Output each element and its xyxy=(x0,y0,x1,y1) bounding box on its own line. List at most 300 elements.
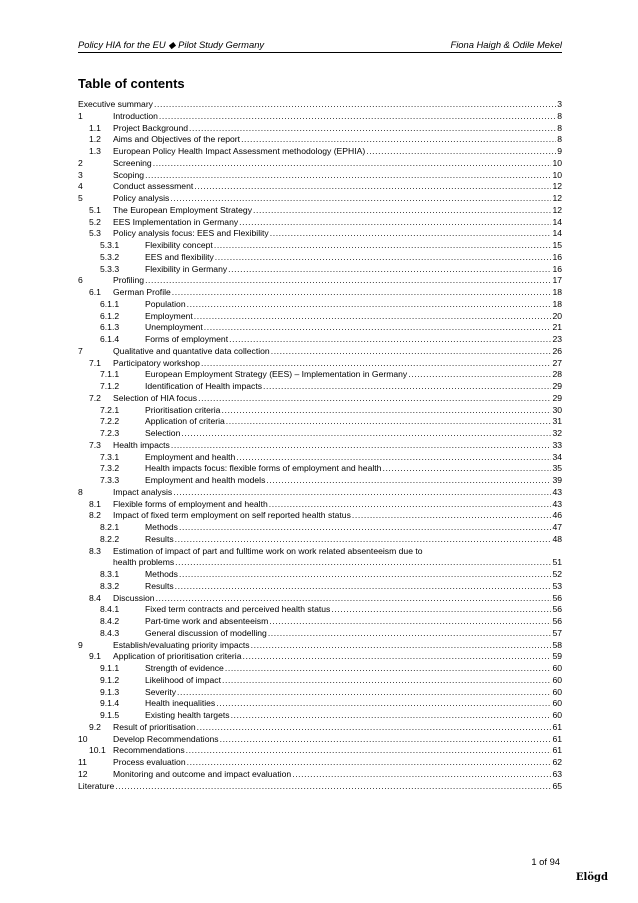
toc-entry-title: Methods xyxy=(145,522,178,532)
toc-entry-page: 20 xyxy=(552,310,562,321)
toc-dot-leader xyxy=(145,275,551,287)
toc-entry[interactable] xyxy=(78,463,562,475)
toc-dot-leader xyxy=(172,287,552,299)
toc-entry[interactable] xyxy=(78,734,562,746)
toc-entry-body xyxy=(145,405,562,417)
toc-entry-number: 6.1.1 xyxy=(100,298,120,309)
toc-entry-page: 48 xyxy=(552,533,562,544)
toc-entry-title: Policy analysis xyxy=(113,193,170,203)
toc-entry-number: 5.3.2 xyxy=(100,251,120,262)
toc-entry[interactable] xyxy=(78,205,562,217)
toc-entry-page: 46 xyxy=(552,510,562,521)
toc-entry[interactable] xyxy=(78,487,562,499)
toc-entry-title: EES Implementation in Germany xyxy=(113,216,239,227)
toc-dot-leader xyxy=(204,322,552,334)
toc-dot-leader xyxy=(194,311,552,323)
toc-entry-number: 6.1.3 xyxy=(100,322,120,333)
toc-entry-page: 12 xyxy=(552,193,562,203)
toc-entry-body xyxy=(113,358,562,370)
toc-entry-number: 9.1.5 xyxy=(100,710,120,720)
toc-entry[interactable] xyxy=(78,769,562,781)
toc-entry-body xyxy=(113,170,562,182)
toc-entry-body xyxy=(145,710,562,722)
toc-entry[interactable] xyxy=(78,510,562,522)
toc-entry-title: Forms of employment xyxy=(145,334,229,344)
toc-entry-number: 1.3 xyxy=(89,146,101,156)
toc-entry-number: 5 xyxy=(78,193,83,203)
toc-dot-leader xyxy=(331,604,551,616)
toc-entry-body xyxy=(113,593,562,605)
toc-entry-page: 12 xyxy=(552,204,562,215)
toc-entry[interactable] xyxy=(78,581,562,593)
toc-entry-body xyxy=(145,264,562,276)
toc-entry-title: Aims and Objectives of the report xyxy=(113,134,241,145)
toc-entry-page: 26 xyxy=(552,345,562,356)
toc-dot-leader xyxy=(189,123,556,135)
toc-entry-title: Employment xyxy=(145,310,193,321)
toc-entry-number: 5.3 xyxy=(89,228,101,239)
toc-entry-page: 60 xyxy=(552,710,562,720)
toc-entry[interactable] xyxy=(78,757,562,769)
toc-entry-body xyxy=(145,687,562,699)
toc-entry-page: 52 xyxy=(552,569,562,579)
toc-entry-title: Health impacts xyxy=(113,439,170,450)
toc-entry[interactable] xyxy=(78,499,562,511)
toc-entry-title: Impact of fixed term employment on self reported health status xyxy=(113,510,351,521)
toc-entry-page: 10 xyxy=(552,157,562,168)
toc-dot-leader xyxy=(221,405,551,417)
toc-entry[interactable] xyxy=(78,264,562,276)
toc-entry-page: 30 xyxy=(552,404,562,415)
toc-entry[interactable] xyxy=(78,358,562,370)
toc-entry-body xyxy=(113,393,562,405)
toc-dot-leader xyxy=(179,522,551,534)
toc-entry[interactable] xyxy=(78,228,562,240)
toc-entry-title: Impact analysis xyxy=(113,486,173,497)
toc-entry-number: 8.3 xyxy=(89,545,101,556)
toc-entry[interactable] xyxy=(78,170,562,182)
toc-entry-title: Flexibility in Germany xyxy=(145,263,228,274)
toc-entry-page: 28 xyxy=(552,369,562,380)
toc-entry-page: 15 xyxy=(552,240,562,250)
toc-dot-leader xyxy=(269,616,551,628)
toc-dot-leader xyxy=(170,193,551,205)
toc-entry[interactable] xyxy=(78,522,562,534)
toc-entry-page: 34 xyxy=(552,451,562,462)
toc-entry-title: Unemployment xyxy=(145,322,203,333)
toc-entry-page: 33 xyxy=(552,439,562,450)
toc-entry-body xyxy=(113,546,562,558)
toc-dot-leader xyxy=(115,781,551,793)
toc-entry[interactable] xyxy=(78,299,562,311)
toc-entry-number: 7 xyxy=(78,345,83,356)
header-left-text: Policy HIA for the EU ◆ Pilot Study Germany xyxy=(78,39,265,50)
toc-dot-leader xyxy=(179,569,551,581)
toc-entry-number: 8 xyxy=(78,486,83,497)
toc-entry-number: 8.3.1 xyxy=(100,569,120,579)
toc-entry-body xyxy=(113,510,562,522)
toc-entry-page: 10 xyxy=(552,169,562,180)
toc-entry[interactable] xyxy=(78,745,562,757)
toc-entry-page: 57 xyxy=(552,627,562,638)
toc-entry[interactable] xyxy=(78,710,562,722)
toc-entry-body xyxy=(145,581,562,593)
toc-entry[interactable] xyxy=(78,546,562,558)
toc-entry-title: Introduction xyxy=(113,110,158,121)
toc-entry-number: 1.1 xyxy=(89,122,101,133)
toc-entry-body xyxy=(145,628,562,640)
toc-entry-number: 8.3.2 xyxy=(100,580,120,591)
toc-entry-page: 47 xyxy=(552,522,562,532)
header-authors: Fiona Haigh & Odile Mekel xyxy=(450,39,562,50)
toc-entry-page: 43 xyxy=(552,498,562,509)
toc-entry[interactable] xyxy=(78,604,562,616)
toc-entry-page: 9 xyxy=(557,146,562,156)
toc-dot-leader xyxy=(186,745,552,757)
toc-entry-page: 51 xyxy=(552,557,562,568)
toc-entry-body xyxy=(145,381,562,393)
toc-entry-number: 8.4.3 xyxy=(100,627,120,638)
toc-entry-body xyxy=(145,252,562,264)
toc-entry-title: German Profile xyxy=(113,287,171,297)
toc-entry-page: 58 xyxy=(552,639,562,650)
toc-entry-body xyxy=(113,757,562,769)
toc-entry[interactable] xyxy=(78,628,562,640)
toc-entry-page: 60 xyxy=(552,686,562,697)
toc-entry-number: 7.1.1 xyxy=(100,369,120,380)
toc-entry[interactable] xyxy=(78,722,562,734)
toc-dot-leader xyxy=(156,593,552,605)
toc-entry-number: 1 xyxy=(78,110,83,121)
toc-dot-leader xyxy=(187,299,552,311)
toc-entry[interactable] xyxy=(78,616,562,628)
toc-entry-number: 1.2 xyxy=(89,134,101,145)
toc-entry-title: Application of criteria xyxy=(145,416,225,427)
toc-entry-page: 12 xyxy=(552,181,562,192)
toc-entry[interactable] xyxy=(78,440,562,452)
toc-entry[interactable] xyxy=(78,651,562,663)
toc-entry-body xyxy=(145,452,562,464)
toc-entry[interactable] xyxy=(78,193,562,205)
toc-entry[interactable] xyxy=(78,393,562,405)
toc-entry-body xyxy=(145,322,562,334)
toc-entry[interactable] xyxy=(78,322,562,334)
toc-entry-title: Monitoring and outcome and impact evaluation xyxy=(113,768,292,779)
toc-entry-page: 59 xyxy=(552,651,562,662)
toc-entry-number: 7.2.3 xyxy=(100,428,120,438)
toc-entry[interactable] xyxy=(78,252,562,264)
toc-entry[interactable] xyxy=(78,287,562,299)
toc-entry-number: 9.2 xyxy=(89,721,101,732)
toc-entry-title: Application of prioritisation criteria xyxy=(113,651,242,662)
toc-entry-page: 8 xyxy=(557,122,562,133)
toc-dot-leader xyxy=(251,640,552,652)
toc-dot-leader xyxy=(228,264,551,276)
toc-dot-leader xyxy=(266,475,551,487)
toc-dot-leader xyxy=(231,710,552,722)
toc-entry-body xyxy=(113,181,562,193)
toc-entry-title: Health impacts focus: flexible forms of employment and health xyxy=(145,463,382,474)
toc-entry[interactable] xyxy=(78,99,562,111)
toc-entry-body xyxy=(78,99,562,111)
toc-entry-page: 53 xyxy=(552,580,562,591)
toc-entry-title: Employment and health models xyxy=(145,475,266,485)
toc-entry-number: 8.2 xyxy=(89,510,101,521)
toc-entry-number: 7.3.2 xyxy=(100,463,120,474)
toc-entry-body xyxy=(113,440,562,452)
toc-entry-body xyxy=(113,769,562,781)
toc-dot-leader xyxy=(215,252,552,264)
toc-dot-leader xyxy=(220,734,552,746)
toc-entry-number: 9 xyxy=(78,639,83,650)
toc-entry-page: 16 xyxy=(552,263,562,274)
toc-entry-page: 63 xyxy=(552,768,562,779)
toc-dot-leader xyxy=(352,510,552,522)
toc-entry-title: Results xyxy=(145,580,174,591)
toc-dot-leader xyxy=(194,181,551,193)
toc-entry[interactable] xyxy=(78,334,562,346)
toc-entry[interactable] xyxy=(78,687,562,699)
toc-entry[interactable] xyxy=(78,475,562,487)
toc-entry[interactable] xyxy=(78,369,562,381)
toc-entry-page: 27 xyxy=(552,357,562,368)
toc-entry[interactable] xyxy=(78,346,562,358)
toc-entry[interactable] xyxy=(78,781,562,793)
toc-dot-leader xyxy=(197,722,552,734)
toc-entry-body xyxy=(145,675,562,687)
toc-entry-body xyxy=(113,557,562,569)
toc-entry[interactable] xyxy=(78,534,562,546)
toc-dot-leader xyxy=(236,452,551,464)
toc-dot-leader xyxy=(159,111,556,123)
toc-entry-title: Selection of HIA focus xyxy=(113,392,198,403)
toc-entry-number: 7.1 xyxy=(89,357,101,368)
page-header xyxy=(78,38,562,53)
toc-entry-number: 5.2 xyxy=(89,216,101,227)
toc-entry-number: 6.1 xyxy=(89,287,101,297)
toc-entry-title: Identification of Health impacts xyxy=(145,381,263,391)
toc-entry-page: 60 xyxy=(552,663,562,673)
toc-entry-body xyxy=(78,781,562,793)
toc-entry-number: 5.3.3 xyxy=(100,263,120,274)
toc-dot-leader xyxy=(243,651,552,663)
toc-entry-number: 7.2.1 xyxy=(100,404,120,415)
toc-entry-body xyxy=(145,463,562,475)
toc-entry[interactable] xyxy=(78,416,562,428)
toc-entry-number: 7.1.2 xyxy=(100,381,120,391)
toc-entry-body xyxy=(113,734,562,746)
toc-dot-leader xyxy=(269,499,552,511)
toc-entry-title: General discussion of modelling xyxy=(145,627,267,638)
toc-entry-title: Estimation of impact of part and fulltime work on work related absenteeism due to xyxy=(113,545,423,556)
toc-dot-leader xyxy=(239,217,551,229)
toc-entry-title: Result of prioritisation xyxy=(113,721,196,732)
toc-entry[interactable] xyxy=(78,111,562,123)
toc-dot-leader xyxy=(382,463,551,475)
toc-entry-body xyxy=(145,663,562,675)
toc-entry[interactable] xyxy=(78,428,562,440)
toc-entry-number: 8.4 xyxy=(89,592,101,603)
toc-entry-title: The European Employment Strategy xyxy=(113,204,253,215)
toc-dot-leader xyxy=(241,134,556,146)
toc-entry[interactable] xyxy=(78,381,562,393)
toc-entry-number: 10.1 xyxy=(89,745,106,756)
toc-dot-leader xyxy=(198,393,551,405)
toc-entry-title: Health inequalities xyxy=(145,698,216,709)
toc-entry-title: European Policy Health Impact Assessment methodology (EPHIA) xyxy=(113,146,366,156)
toc-entry-number: 7.3 xyxy=(89,439,101,450)
toc-entry-title: EES and flexibility xyxy=(145,251,214,262)
toc-entry-page: 56 xyxy=(552,604,562,615)
toc-dot-leader xyxy=(292,769,551,781)
toc-entry-title: Employment and health xyxy=(145,451,236,462)
toc-entry-number: 8.4.1 xyxy=(100,604,120,615)
toc-entry[interactable] xyxy=(78,698,562,710)
toc-entry-page: 65 xyxy=(552,780,562,791)
toc-entry-body xyxy=(113,205,562,217)
toc-entry[interactable] xyxy=(78,134,562,146)
toc-dot-leader xyxy=(253,205,551,217)
toc-dot-leader xyxy=(229,334,551,346)
toc-entry-body xyxy=(113,287,562,299)
toc-entry-title: Results xyxy=(145,533,174,544)
toc-entry[interactable] xyxy=(78,452,562,464)
toc-entry-body xyxy=(145,569,562,581)
table-of-contents xyxy=(78,99,562,792)
toc-entry-number: 7.2 xyxy=(89,392,101,403)
toc-entry-page: 62 xyxy=(552,757,562,767)
toc-entry-number: 3 xyxy=(78,169,83,180)
toc-dot-leader xyxy=(175,581,552,593)
toc-entry-title: European Employment Strategy (EES) – Implementation in Germany xyxy=(145,369,408,380)
toc-entry[interactable] xyxy=(78,663,562,675)
toc-entry-page: 8 xyxy=(557,134,562,145)
toc-entry-body xyxy=(113,146,562,158)
toc-entry-page: 61 xyxy=(552,733,562,744)
toc-entry[interactable] xyxy=(78,569,562,581)
logo: Elögd xyxy=(575,872,608,883)
toc-entry-title: Existing health targets xyxy=(145,710,230,720)
toc-entry-title: Methods xyxy=(145,569,178,579)
toc-entry-title: Literature xyxy=(78,780,115,791)
toc-entry-number: 5.3.1 xyxy=(100,240,120,250)
toc-entry-page: 61 xyxy=(552,745,562,756)
toc-entry[interactable] xyxy=(78,640,562,652)
toc-entry-title: Population xyxy=(145,298,186,309)
toc-entry-body xyxy=(113,346,562,358)
toc-entry-number: 8.2.1 xyxy=(100,522,120,532)
toc-entry-number: 8.2.2 xyxy=(100,533,120,544)
toc-entry-body xyxy=(113,228,562,240)
toc-entry-page: 56 xyxy=(552,592,562,603)
toc-entry[interactable] xyxy=(78,405,562,417)
toc-entry[interactable] xyxy=(78,146,562,158)
toc-entry-body xyxy=(145,475,562,487)
toc-dot-leader xyxy=(226,416,552,428)
toc-entry-body xyxy=(145,534,562,546)
toc-entry-number: 6.1.2 xyxy=(100,310,120,321)
toc-entry-number: 7.3.3 xyxy=(100,475,120,485)
toc-entry-body xyxy=(113,487,562,499)
toc-entry-page: 8 xyxy=(557,110,562,121)
toc-entry[interactable] xyxy=(78,181,562,193)
toc-entry-number: 4 xyxy=(78,181,83,192)
toc-entry[interactable] xyxy=(78,557,562,569)
toc-dot-leader xyxy=(153,158,552,170)
toc-entry-body xyxy=(145,311,562,323)
toc-entry-number: 6 xyxy=(78,275,83,286)
toc-dot-leader xyxy=(424,546,562,558)
toc-entry-page: 39 xyxy=(552,475,562,485)
toc-entry-title: Selection xyxy=(145,428,181,438)
toc-entry-title: Policy analysis focus: EES and Flexibility xyxy=(113,228,269,239)
toc-entry-title: Develop Recommendations xyxy=(113,733,219,744)
toc-entry[interactable] xyxy=(78,593,562,605)
toc-entry-body xyxy=(145,240,562,252)
toc-entry-title: Project Background xyxy=(113,122,188,133)
toc-entry-title: Qualitative and quantative data collection xyxy=(113,345,270,356)
toc-entry-number: 9.1.3 xyxy=(100,686,120,697)
toc-entry-page: 31 xyxy=(552,416,562,427)
toc-entry[interactable] xyxy=(78,675,562,687)
toc-dot-leader xyxy=(177,687,551,699)
toc-entry-page: 23 xyxy=(552,334,562,344)
toc-dot-leader xyxy=(171,440,552,452)
toc-entry-title: Conduct assessment xyxy=(113,181,194,192)
toc-entry-title: Recommendations xyxy=(113,745,185,756)
toc-dot-leader xyxy=(408,369,551,381)
toc-entry-page: 35 xyxy=(552,463,562,474)
toc-entry-page: 14 xyxy=(552,228,562,239)
toc-entry-body xyxy=(113,651,562,663)
toc-dot-leader xyxy=(154,99,556,111)
toc-entry-number: 9.1.1 xyxy=(100,663,120,673)
toc-entry[interactable] xyxy=(78,123,562,135)
toc-entry-page: 16 xyxy=(552,251,562,262)
toc-entry[interactable] xyxy=(78,311,562,323)
toc-dot-leader xyxy=(271,346,552,358)
toc-entry-body xyxy=(113,134,562,146)
toc-entry-title: Flexible forms of employment and health xyxy=(113,498,268,509)
toc-entry-page: 17 xyxy=(552,275,562,286)
toc-entry-page: 18 xyxy=(552,298,562,309)
toc-dot-leader xyxy=(366,146,556,158)
toc-entry-body xyxy=(113,217,562,229)
toc-dot-leader xyxy=(216,698,551,710)
toc-entry-number: 2 xyxy=(78,157,83,168)
toc-entry-body xyxy=(145,698,562,710)
toc-entry-page: 56 xyxy=(552,616,562,626)
toc-entry-title: Discussion xyxy=(113,592,155,603)
toc-entry-title: Fixed term contracts and perceived health status xyxy=(145,604,331,615)
toc-entry-body xyxy=(113,111,562,123)
toc-entry-title: Scoping xyxy=(113,169,145,180)
toc-dot-leader xyxy=(225,663,552,675)
toc-entry[interactable] xyxy=(78,217,562,229)
toc-entry-title: Likelihood of impact xyxy=(145,674,221,685)
toc-entry-number: 7.2.2 xyxy=(100,416,120,427)
toc-entry-number: 10 xyxy=(78,733,88,744)
toc-entry[interactable] xyxy=(78,240,562,252)
toc-entry[interactable] xyxy=(78,275,562,287)
toc-entry-body xyxy=(145,334,562,346)
toc-entry[interactable] xyxy=(78,158,562,170)
toc-dot-leader xyxy=(270,228,552,240)
toc-entry-page: 14 xyxy=(552,216,562,227)
toc-entry-body xyxy=(145,616,562,628)
toc-entry-title: Process evaluation xyxy=(113,757,186,767)
toc-entry-title: Severity xyxy=(145,686,177,697)
